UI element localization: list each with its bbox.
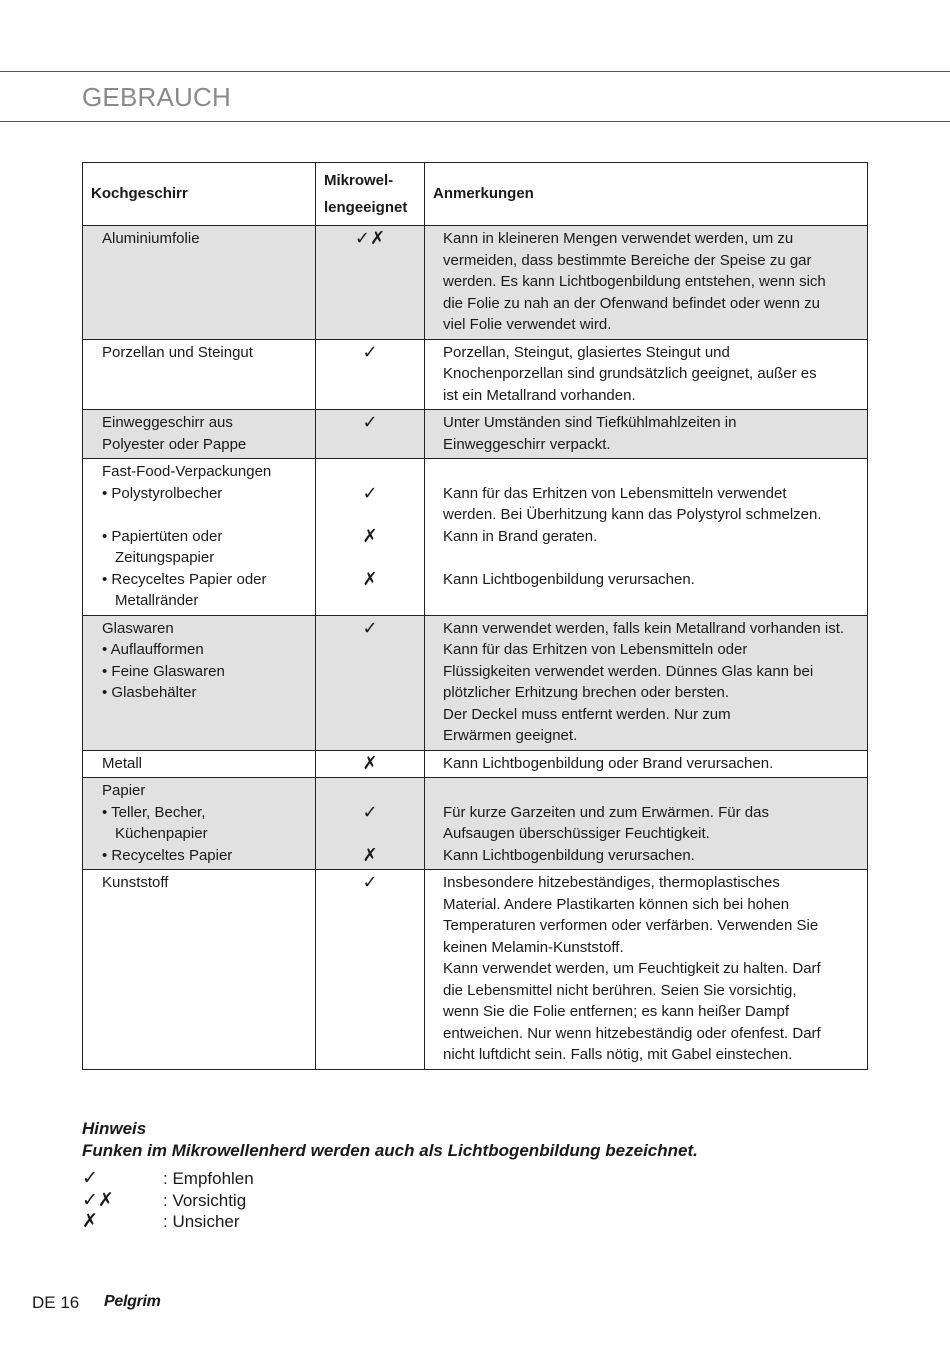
page-number: DE 16 (32, 1293, 80, 1312)
note-heading: Hinweis (82, 1119, 147, 1138)
cookware-cell-line: • Glasbehälter (102, 684, 197, 701)
notes-cell-line: die Folie zu nah an der Ofenwand befindet oder wenn zu (443, 294, 820, 312)
suitability-cell-line (316, 547, 424, 569)
notes-cell-line: Porzellan, Steingut, glasiertes Steingut und (443, 343, 730, 361)
legend-item (82, 1190, 254, 1212)
notes-cell-line: Kann in kleineren Mengen verwendet werden, um zu (443, 230, 794, 247)
legend-item (82, 1211, 254, 1233)
cookware-cell (83, 615, 316, 750)
suitability-cell-line: ✓ (362, 801, 378, 822)
notes-cell-line: Der Deckel muss entfernt werden. Nur zum (443, 705, 731, 723)
notes-cell-line (443, 461, 859, 483)
notes-cell-line: Kann in Brand geraten. (443, 527, 598, 545)
suitability-cell-line: ✓ (362, 482, 378, 503)
notes-cell-line: Kann verwendet werden, um Feuchtigkeit zu halten. Darf (443, 960, 821, 977)
notes-cell-line: Für kurze Garzeiten und zum Erwärmen. Für das (443, 803, 769, 821)
table-row (83, 339, 868, 410)
legend-symbol: ✓ (82, 1168, 98, 1189)
cookware-cell-line: Einweggeschirr aus (102, 414, 233, 431)
table-row (83, 410, 868, 459)
notes-cell (425, 750, 868, 778)
notes-cell-line: wenn Sie die Folie entfernen; es kann heißer Dampf (443, 1003, 790, 1020)
cookware-cell-line: Küchenpapier (115, 825, 208, 842)
cookware-cell-line (102, 504, 305, 526)
note-block (82, 1118, 698, 1162)
notes-cell-line (443, 780, 859, 802)
table-row (83, 778, 868, 870)
suitability-cell-line: ✓ (362, 872, 378, 892)
cookware-cell-line: Metall (102, 754, 143, 772)
cookware-cell-line: • Feine Glaswaren (102, 662, 225, 680)
suitability-cell-line (316, 780, 424, 802)
table-row (83, 226, 868, 340)
notes-cell-line: Kann für das Erhitzen von Lebensmitteln verwendet (443, 484, 787, 502)
column-header-cookware: Kochgeschirr (83, 163, 316, 226)
header-rule-top (0, 71, 950, 72)
notes-cell-line: werden. Bei Überhitzung kann das Polystyrol schmelzen. (443, 506, 822, 523)
cookware-cell (83, 410, 316, 459)
brand-logo: Pelgrim (104, 1293, 161, 1310)
notes-cell-line: ist ein Metallrand vorhanden. (443, 386, 636, 404)
notes-cell-line: Kann Lichtbogenbildung verursachen. (443, 846, 695, 864)
notes-cell-line: vermeiden, dass bestimmte Bereiche der Speise zu gar (443, 251, 812, 269)
notes-cell-line: Flüssigkeiten verwendet werden. Dünnes Glas kann bei (443, 662, 814, 680)
suitability-cell (316, 615, 425, 750)
notes-cell (425, 459, 868, 616)
cookware-cell-line: Zeitungspapier (115, 549, 215, 566)
cookware-cell-line: • Polystyrolbecher (102, 484, 223, 502)
notes-cell (425, 226, 868, 340)
notes-cell-line: Material. Andere Plastikarten können sich bei hohen (443, 895, 790, 913)
suitability-cell-line: ✗ (362, 752, 378, 773)
table-row (83, 459, 868, 616)
table-row (83, 870, 868, 1070)
legend (82, 1168, 254, 1233)
notes-cell-line: Kann Lichtbogenbildung verursachen. (443, 570, 695, 588)
column-header-notes: Anmerkungen (425, 163, 868, 226)
notes-cell (425, 778, 868, 870)
cookware-cell (83, 339, 316, 410)
suitability-cell (316, 750, 425, 778)
suitability-cell (316, 226, 425, 340)
notes-cell-line: werden. Es kann Lichtbogenbildung entstehen, wenn sich (443, 273, 826, 290)
suitability-cell-line: ✓✗ (354, 228, 386, 248)
column-header-suitability (316, 163, 425, 226)
cookware-cell (83, 459, 316, 616)
notes-cell-line: Erwärmen geeignet. (443, 727, 578, 744)
notes-cell-line (443, 590, 859, 612)
notes-cell-line: keinen Melamin-Kunststoff. (443, 938, 624, 956)
cookware-cell-line: Polyester oder Pappe (102, 435, 247, 453)
suitability-cell-line (316, 461, 424, 483)
legend-symbol: ✓✗ (82, 1189, 114, 1211)
notes-cell-line: entweichen. Nur wenn hitzebeständig oder ofenfest. Darf (443, 1024, 821, 1042)
notes-cell-line: nicht luftdicht sein. Falls nötig, mit Gabel einstechen. (443, 1046, 793, 1063)
notes-cell-line: Temperaturen verformen oder verfärben. Verwenden Sie (443, 917, 819, 934)
notes-cell-line: Knochenporzellan sind grundsätzlich geeignet, außer es (443, 365, 817, 382)
table-header-row (83, 163, 868, 226)
cookware-cell (83, 226, 316, 340)
cookware-cell-line: Porzellan und Steingut (102, 343, 253, 361)
cookware-cell-line: • Auflaufformen (102, 641, 204, 658)
suitability-cell-line (316, 504, 424, 526)
cookware-cell-line: Kunststoff (102, 874, 169, 891)
notes-cell-line: Kann verwendet werden, falls kein Metallrand vorhanden ist. (443, 619, 845, 637)
cookware-cell-line: • Recyceltes Papier (102, 846, 233, 864)
legend-label: : Vorsichtig (163, 1190, 247, 1210)
suitability-cell-line: ✓ (362, 412, 378, 432)
cookware-table (82, 162, 868, 1070)
cookware-cell-line: • Papiertüten oder (102, 527, 223, 545)
cookware-cell-line: Papier (102, 782, 146, 799)
cookware-cell (83, 750, 316, 778)
notes-cell-line: Aufsaugen überschüssiger Feuchtigkeit. (443, 825, 710, 842)
note-text: Funken im Mikrowellenherd werden auch als Lichtbogenbildung bezeichnet. (82, 1141, 698, 1160)
notes-cell (425, 410, 868, 459)
notes-cell-line: Kann Lichtbogenbildung oder Brand verursachen. (443, 754, 774, 772)
section-title: GEBRAUCH (82, 82, 231, 112)
cookware-cell-line: Fast-Food-Verpackungen (102, 463, 272, 480)
cookware-cell-line: Aluminiumfolie (102, 230, 200, 247)
table-body (83, 226, 868, 1070)
notes-cell-line: viel Folie verwendet wird. (443, 316, 612, 333)
cookware-cell-line: • Recyceltes Papier oder (102, 570, 267, 588)
suitability-cell-line (316, 823, 424, 845)
cookware-cell-line: Glaswaren (102, 619, 174, 637)
suitability-cell (316, 410, 425, 459)
legend-item (82, 1168, 254, 1190)
suitability-cell (316, 339, 425, 410)
column-header-suitability-line: Mikrowel- (324, 172, 394, 189)
suitability-cell-line: ✗ (362, 844, 378, 865)
suitability-cell-line: ✗ (362, 525, 378, 546)
legend-symbol: ✗ (82, 1211, 98, 1232)
column-header-suitability-line: lengeeignet (324, 199, 408, 216)
legend-label: : Unsicher (163, 1212, 240, 1231)
suitability-cell-line: ✓ (362, 617, 378, 638)
notes-cell-line: plötzlicher Erhitzung brechen oder bersten. (443, 684, 729, 701)
notes-cell-line: Insbesondere hitzebeständiges, thermoplastisches (443, 874, 780, 891)
table-row (83, 615, 868, 750)
table-row (83, 750, 868, 778)
notes-cell-line: die Lebensmittel nicht berühren. Seien Sie vorsichtig, (443, 981, 797, 999)
cookware-cell-line: Metallränder (115, 592, 199, 609)
notes-cell-line: Einweggeschirr verpackt. (443, 435, 611, 453)
suitability-cell-line: ✗ (362, 568, 378, 589)
cookware-cell (83, 870, 316, 1070)
header-rule-bottom (0, 121, 950, 122)
suitability-cell (316, 870, 425, 1070)
suitability-cell-line (316, 590, 424, 612)
suitability-cell (316, 459, 425, 616)
notes-cell-line (443, 547, 859, 569)
suitability-cell (316, 778, 425, 870)
notes-cell (425, 870, 868, 1070)
cookware-cell (83, 778, 316, 870)
notes-cell-line: Unter Umständen sind Tiefkühlmahlzeiten in (443, 414, 737, 431)
cookware-cell-line: • Teller, Becher, (102, 803, 206, 821)
suitability-cell-line: ✓ (362, 341, 378, 362)
notes-cell-line: Kann für das Erhitzen von Lebensmitteln oder (443, 641, 748, 658)
notes-cell (425, 615, 868, 750)
notes-cell (425, 339, 868, 410)
legend-label: : Empfohlen (163, 1169, 254, 1188)
